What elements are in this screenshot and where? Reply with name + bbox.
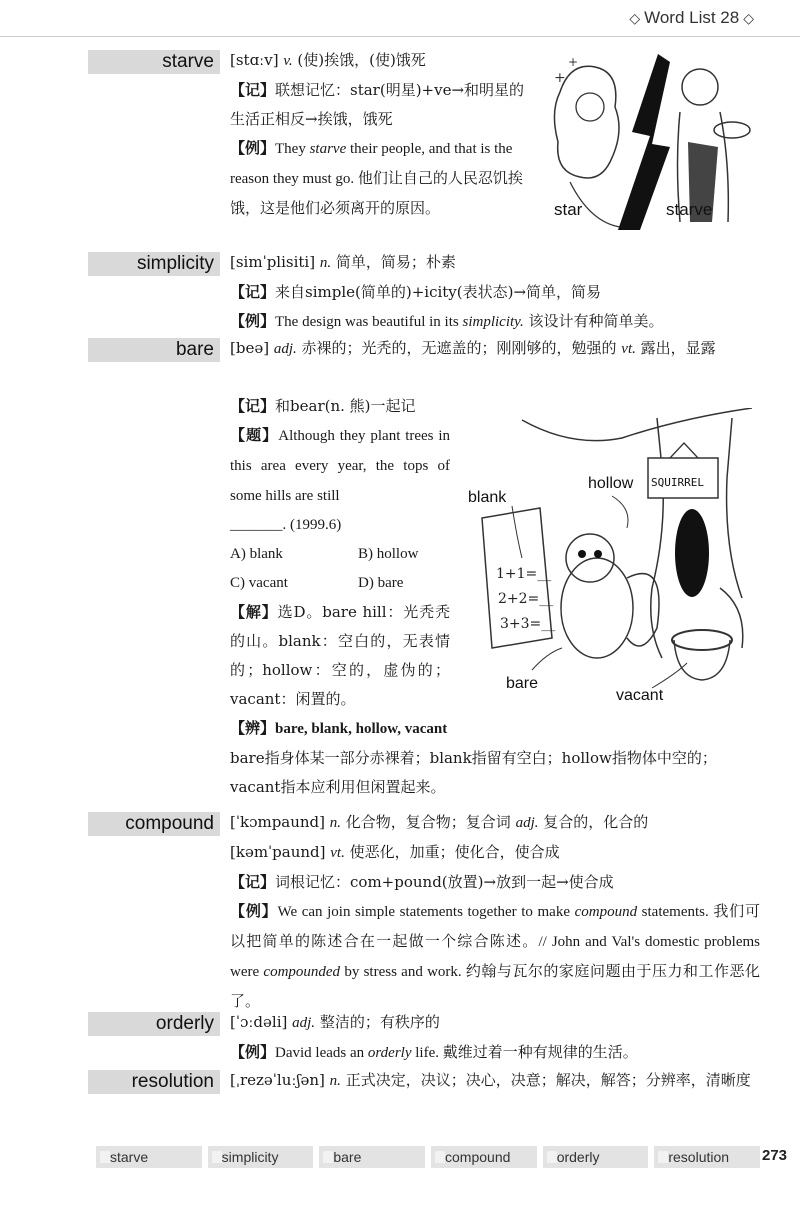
- headword-resolution: resolution: [88, 1070, 220, 1094]
- entry-simplicity: [simˈplisiti] n. 简单，简易；朴素 【记】来自simple(简单的)+icity(表状态)→简单，简易 【例】The design was beautiful in its simplicity. 该设计有种简单美。: [230, 253, 664, 330]
- svg-text:3+3=__: 3+3=__: [500, 616, 556, 632]
- footer-tab: compound: [431, 1146, 537, 1168]
- diamond-icon: ◇: [743, 10, 754, 26]
- entry-bare-body: 【记】和bear(n. 熊)一起记 【题】Although they plant trees in this area every year, the tops of some hills are still _______. (1999.6) A) blank B) hollow C) vacant D) bare 【解】选D。bare hill：光秃秃的山。blank：空白的，无表情的；hollow：空的，虚伪的；vacant：闲置的。: [230, 397, 450, 708]
- headword-bare: bare: [88, 338, 220, 362]
- headword-starve: starve: [88, 50, 220, 74]
- label-vacant: vacant: [616, 687, 664, 704]
- entry-bare-bian: 【辨】bare, blank, hollow, vacant bare指身体某一部分赤裸着；blank指留有空白；hollow指物体中空的；vacant指本应利用但闲置起来。: [230, 719, 717, 796]
- svg-text:1+1=__: 1+1=__: [496, 566, 552, 582]
- page-header: [625, 8, 758, 28]
- label-star: star: [554, 200, 583, 219]
- diamond-icon: ◇: [629, 10, 641, 26]
- footer-tab: simplicity: [208, 1146, 314, 1168]
- entry-bare-def: [beə] adj. 赤裸的；光秃的，无遮盖的；刚刚够的，勉强的 vt. 露出，显露: [230, 339, 716, 357]
- sign-squirrel: SQUIRREL: [651, 476, 704, 489]
- entry-compound: [ˈkɔmpaund] n. 化合物，复合物；复合词 adj. 复合的，化合的 [kəmˈpaund] vt. 使恶化，加重；使化合，使合成 【记】词根记忆：com+pound(放置)→放到一起→使合成 【例】We can join simple statements together to make compound statements. 我们可以把简单的陈述合在一起做一个综合陈述。// John and Val's domestic problems were compounded by stress and work. 约翰与瓦尔的家庭问题由于压力和工作恶化了。: [230, 813, 760, 1010]
- footer-tab: orderly: [543, 1146, 649, 1168]
- headword-compound: compound: [88, 812, 220, 836]
- label-bare: bare: [506, 675, 539, 692]
- label-blank: blank: [468, 489, 507, 506]
- header-title: Word List 28: [644, 8, 740, 27]
- page-number: 273: [762, 1147, 788, 1164]
- svg-text:+: +: [554, 70, 566, 86]
- footer-tab: bare: [319, 1146, 425, 1168]
- label-hollow: hollow: [588, 475, 634, 492]
- headword-simplicity: simplicity: [88, 252, 220, 276]
- headword-orderly: orderly: [88, 1012, 220, 1036]
- entry-resolution: [ˌrezəˈluːʃən] n. 正式决定，决议；决心，决意；解决，解答；分辨率，清晰度: [230, 1071, 751, 1089]
- label-starve: starve: [666, 200, 713, 219]
- header-divider: [0, 36, 800, 37]
- bare-illustration: [462, 408, 762, 708]
- svg-text:+: +: [568, 55, 579, 69]
- starve-illustration: [540, 52, 760, 232]
- svg-text:2+2=__: 2+2=__: [498, 591, 554, 607]
- footer-word-index: [96, 1146, 760, 1168]
- entry-orderly: [ˈɔːdəli] adj. 整洁的；有秩序的 【例】David leads an orderly life. 戴维过着一种有规律的生活。: [230, 1013, 638, 1061]
- footer-tab: starve: [96, 1146, 202, 1168]
- footer-tab: resolution: [654, 1146, 760, 1168]
- entry-starve: [stɑːv] v. (使)挨饿，(使)饿死 【记】联想记忆：star(明星)+ve→和明星的生活正相反→挨饿，饿死 【例】They starve their people, and that is the reason they must go. 他们让自己的人民忍饥挨饿，这是他们必须离开的原因。: [230, 51, 525, 217]
